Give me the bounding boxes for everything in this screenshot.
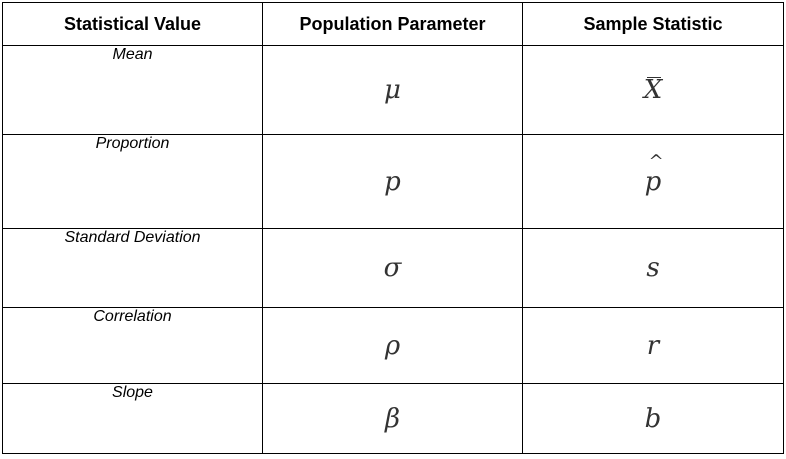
sample-statistic-symbol [523,308,784,384]
statistics-table [2,2,784,454]
stat-value: X [643,75,663,105]
row-label: Slope [3,384,263,454]
header-sample-statistic: Sample Statistic [523,3,784,46]
param-value: β [384,403,401,434]
row-label: Mean [3,46,263,135]
table-row [3,384,784,454]
population-parameter-symbol [263,135,523,229]
row-label: Standard Deviation [3,229,263,308]
header-row [3,3,784,46]
param-value: ρ [384,330,401,361]
population-parameter-symbol [263,46,523,135]
row-label: Proportion [3,135,263,229]
stat-value: s [646,253,660,283]
stat-value: ^ p [645,167,662,197]
table-row [3,229,784,308]
sample-statistic-symbol [523,384,784,454]
population-parameter-symbol [263,384,523,454]
population-parameter-symbol [263,229,523,308]
table-row [3,135,784,229]
param-value: μ [384,75,401,105]
param-value: p [384,166,401,197]
table-row [3,46,784,135]
header-population-parameter: Population Parameter [263,3,523,46]
stat-value: r [646,330,660,361]
table-row [3,308,784,384]
sample-statistic-symbol [523,135,784,229]
header-statistical-value: Statistical Value [3,3,263,46]
population-parameter-symbol [263,308,523,384]
row-label: Correlation [3,308,263,384]
stat-value: b [644,403,662,434]
sample-statistic-symbol [523,229,784,308]
sample-statistic-symbol [523,46,784,135]
param-value: σ [383,253,402,283]
